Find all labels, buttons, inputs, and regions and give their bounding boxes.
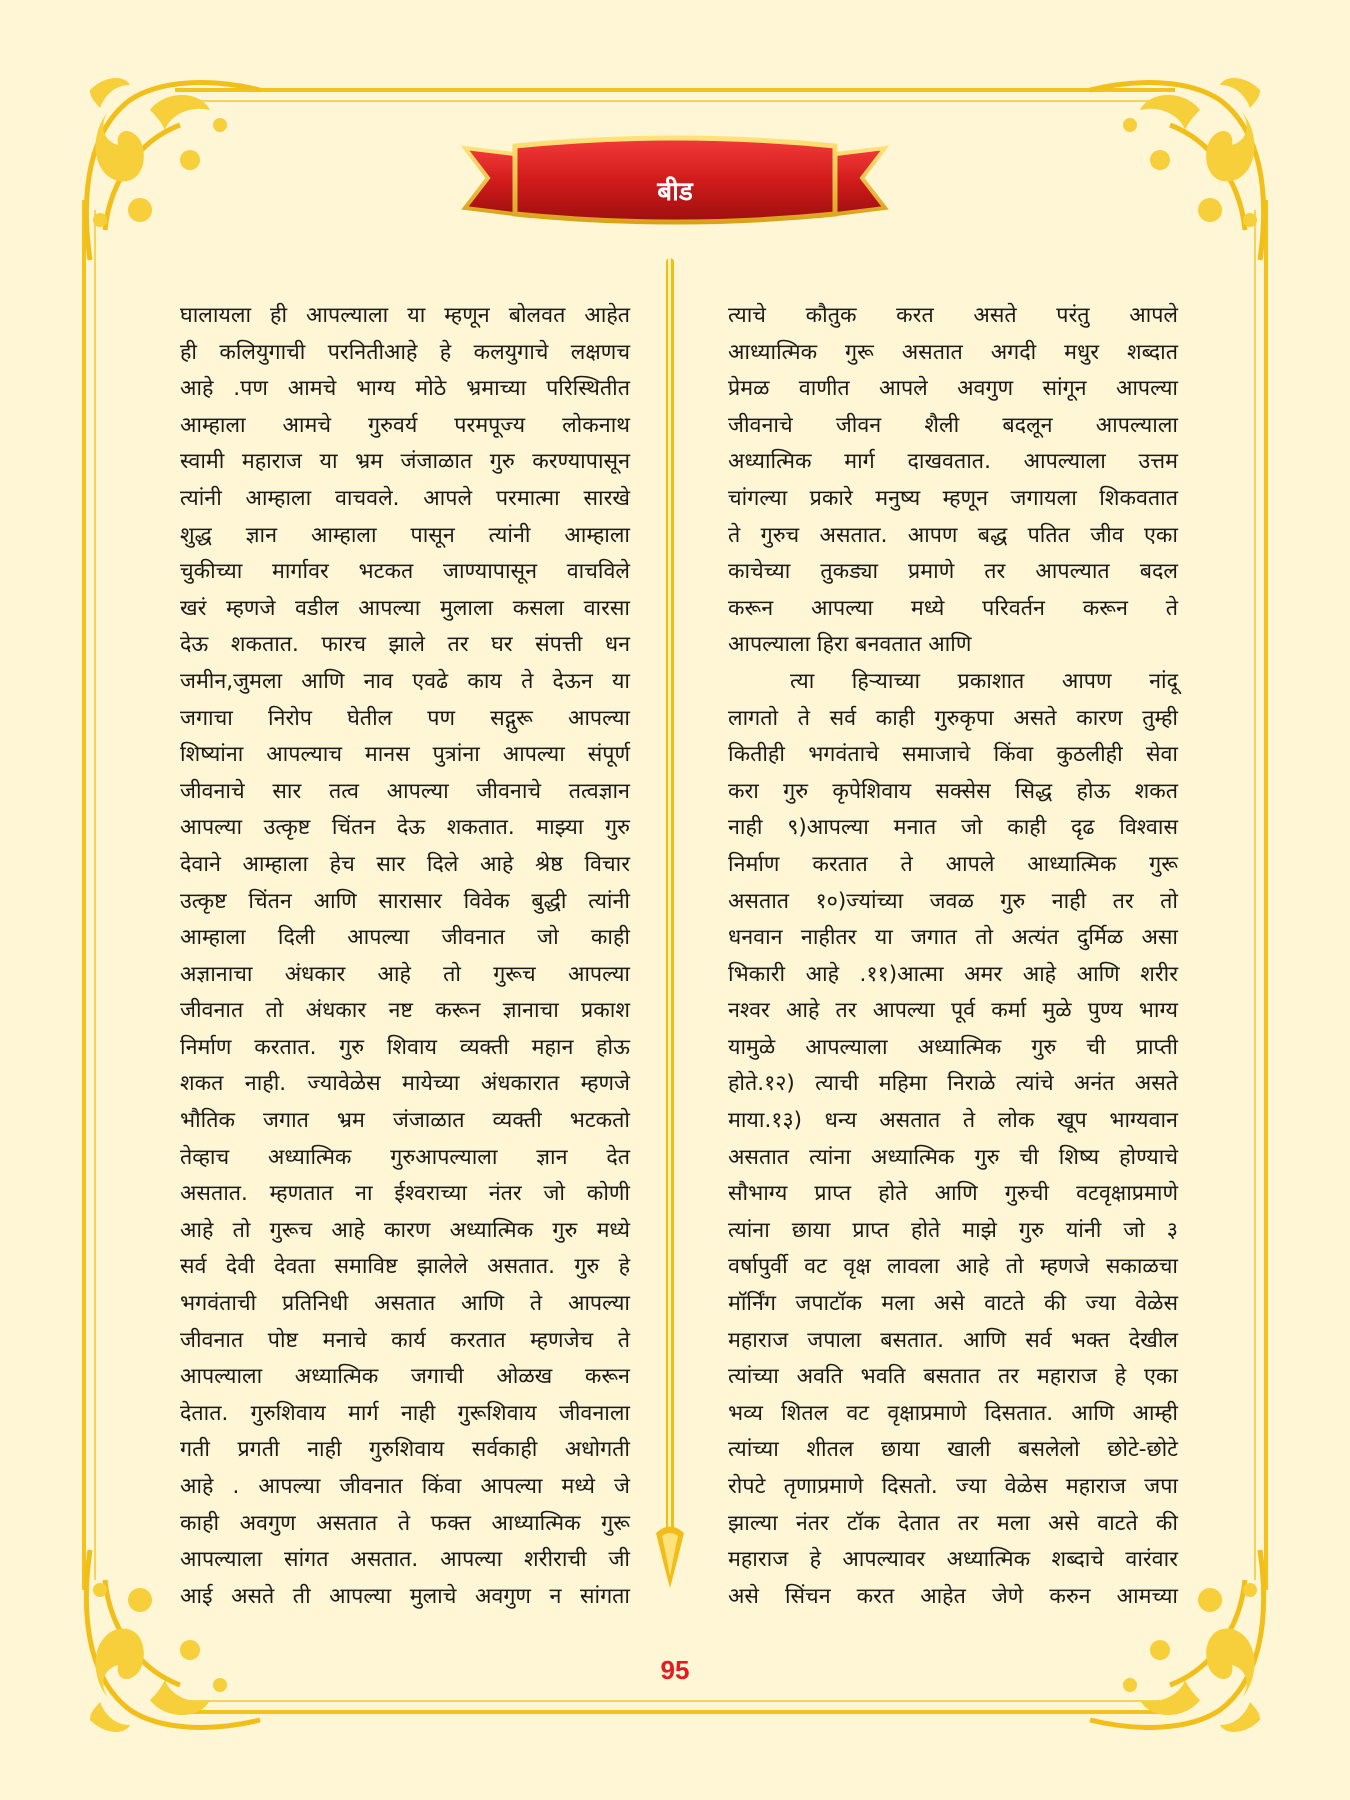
frame-bottom-inner-line: [185, 1700, 1165, 1702]
text-line: काचेच्या तुकड्या प्रमाणे तर आपल्यात बदल: [728, 559, 1178, 585]
text-line: आपल्या उत्कृष्ट चिंतन देऊ शकतात. माझ्या गुरु: [180, 815, 630, 841]
text-line: धनवान नाहीतर या जगात तो अत्यंत दुर्मिळ असा: [728, 925, 1178, 951]
text-line: असे सिंचन करत आहेत जेणे करुन आमच्या: [728, 1583, 1178, 1609]
text-line: सर्व देवी देवता समाविष्ट झालेले असतात. गुरु हे: [180, 1254, 630, 1280]
frame-left-inner-line: [94, 210, 96, 1580]
text-line: सौभाग्य प्राप्त होते आणि गुरुची वटवृक्षाप्रमाणे: [728, 1181, 1178, 1207]
text-line: होते.१२) त्याची महिमा निराळे त्यांचे अनंत असते: [728, 1071, 1178, 1097]
text-line: नश्वर आहे तर आपल्या पूर्व कर्मा मुळे पुण्य भाग्य: [728, 998, 1178, 1024]
text-line: तेव्हाच अध्यात्मिक गुरुआपल्याला ज्ञान देत: [180, 1144, 630, 1170]
frame-bottom-line: [175, 1710, 1175, 1714]
text-line: झाल्या नंतर टॉक देतात तर मला असे वाटते की: [728, 1510, 1178, 1536]
corner-ornament-top-right: [1080, 70, 1280, 270]
text-line: आध्यात्मिक गुरू असतात अगदी मधुर शब्दात: [728, 339, 1178, 365]
text-line: त्याचे कौतुक करत असते परंतु आपले: [728, 303, 1178, 328]
text-line: जीवनाचे सार तत्व आपल्या जीवनाचे तत्वज्ञान: [180, 778, 630, 804]
text-line: निर्माण करतात. गुरु शिवाय व्यक्ती महान होऊ: [180, 1034, 630, 1060]
text-line: भौतिक जगात भ्रम जंजाळात व्यक्ती भटकतो: [180, 1108, 630, 1134]
text-line: जमीन,जुमला आणि नाव एवढे काय ते देऊन या: [180, 668, 630, 694]
text-line: काही अवगुण असतात ते फक्त आध्यात्मिक गुरू: [180, 1510, 630, 1536]
page-title: बीड: [657, 177, 693, 207]
text-line: प्रेमळ वाणीत आपले अवगुण सांगून आपल्या: [728, 376, 1178, 402]
text-line: निर्माण करतात ते आपले आध्यात्मिक गुरू: [728, 851, 1178, 877]
text-line: ही कलियुगाची परनितीआहे हे कलयुगाचे लक्षणच: [180, 339, 630, 365]
frame-top-inner-line: [185, 100, 1165, 102]
text-line: उत्कृष्ट चिंतन आणि सारासार विवेक बुद्धी त्यांनी: [180, 888, 630, 914]
text-line: आपल्याला हिरा बनवतात आणि: [728, 632, 972, 658]
text-line: घालायला ही आपल्याला या म्हणून बोलवत आहेत: [180, 303, 630, 328]
text-line: भिकारी आहे .११)आत्मा अमर आहे आणि शरीर: [728, 961, 1178, 987]
text-line: देऊ शकतात. फारच झाले तर घर संपत्ती धन: [180, 632, 630, 658]
text-line: माया.१३) धन्य असतात ते लोक खूप भाग्यवान: [728, 1108, 1178, 1134]
text-line: त्यांनी आम्हाला वाचवले. आपले परमात्मा सारखे: [180, 485, 630, 511]
left-column-text: [180, 298, 630, 1615]
text-line: भगवंताची प्रतिनिधी असतात आणि ते आपल्या: [180, 1291, 630, 1317]
text-line: कितीही भगवंताचे समाजाचे किंवा कुठलीही सेवा: [728, 742, 1178, 768]
text-line: अध्यात्मिक मार्ग दाखवतात. आपल्याला उत्तम: [728, 449, 1178, 475]
text-line: रोपटे तृणाप्रमाणे दिसतो. ज्या वेळेस महाराज जपा: [728, 1474, 1178, 1499]
text-line: आई असते ती आपल्या मुलाचे अवगुण न सांगता: [180, 1583, 630, 1609]
text-line: यामुळे आपल्याला अध्यात्मिक गुरु ची प्राप्ती: [728, 1034, 1178, 1060]
frame-top-line: [175, 88, 1175, 92]
text-line: आहे तो गुरूच आहे कारण अध्यात्मिक गुरु मध्ये: [180, 1217, 630, 1243]
text-line: करून आपल्या मध्ये परिवर्तन करून ते: [728, 595, 1178, 621]
text-line: आपल्याला सांगत असतात. आपल्या शरीराची जी: [180, 1547, 630, 1573]
text-line: शकत नाही. ज्यावेळेस मायेच्या अंधकारात म्हणजे: [180, 1071, 630, 1097]
text-line: असतात त्यांना अध्यात्मिक गुरु ची शिष्य होण्याचे: [728, 1144, 1178, 1170]
paragraph-start-line: त्या हिऱ्याच्या प्रकाशात आपण नांदू: [790, 668, 1178, 694]
text-line: चांगल्या प्रकारे मनुष्य म्हणून जगायला शिकवतात: [728, 485, 1178, 511]
text-line: त्यांच्या शीतल छाया खाली बसलेलो छोटे-छोटे: [728, 1437, 1178, 1463]
text-line: असतात. म्हणतात ना ईश्वराच्या नंतर जो कोणी: [180, 1181, 630, 1207]
text-line: आहे .पण आमचे भाग्य मोठे भ्रमाच्या परिस्थितीत: [180, 376, 630, 402]
text-line: ते गुरुच असतात. आपण बद्ध पतित जीव एका: [728, 522, 1178, 548]
column-divider: [650, 258, 690, 1598]
text-line: त्यांच्या अवति भवति बसतात तर महाराज हे एका: [728, 1364, 1178, 1390]
text-line: वर्षापुर्वी वट वृक्ष लावला आहे तो म्हणजे सकाळचा: [728, 1254, 1178, 1280]
text-line: जीवनाचे जीवन शैली बदलून आपल्याला: [728, 412, 1178, 438]
text-line: शिष्यांना आपल्याच मानस पुत्रांना आपल्या संपूर्ण: [180, 742, 630, 768]
text-line: चुकीच्या मार्गावर भटकत जाण्यापासून वाचविले: [180, 559, 630, 585]
text-line: देतात. गुरुशिवाय मार्ग नाही गुरूशिवाय जीवनाला: [180, 1400, 630, 1426]
text-line: लागतो ते सर्व काही गुरुकृपा असते कारण तुम्ही: [728, 705, 1178, 731]
page-number: 95: [660, 1655, 690, 1685]
text-line: अज्ञानाचा अंधकार आहे तो गुरूच आपल्या: [180, 961, 630, 987]
text-line: आपल्याला अध्यात्मिक जगाची ओळख करून: [180, 1364, 630, 1390]
text-line: शुद्ध ज्ञान आम्हाला पासून त्यांनी आम्हाला: [180, 522, 630, 548]
text-line: नाही ९)आपल्या मनात जो काही दृढ विश्वास: [728, 815, 1178, 841]
text-line: करा गुरु कृपेशिवाय सक्सेस सिद्ध होऊ शकत: [728, 778, 1178, 804]
text-line: आम्हाला आमचे गुरुवर्य परमपूज्य लोकनाथ: [180, 412, 630, 438]
text-line: आहे . आपल्या जीवनात किंवा आपल्या मध्ये जे: [180, 1474, 630, 1499]
text-line: गती प्रगती नाही गुरुशिवाय सर्वकाही अधोगती: [180, 1437, 630, 1463]
right-column-text: [728, 298, 1178, 1615]
text-line: स्वामी महाराज या भ्रम जंजाळात गुरु करण्यापासून: [180, 449, 630, 475]
text-line: मॉर्निंग जपाटॉक मला असे वाटते की ज्या वेळेस: [728, 1291, 1178, 1317]
text-line: असतात १०)ज्यांच्या जवळ गुरु नाही तर तो: [728, 888, 1178, 914]
frame-right-inner-line: [1254, 210, 1256, 1580]
text-line: महाराज जपाला बसतात. आणि सर्व भक्त देखील: [728, 1327, 1178, 1353]
text-line: जीवनात पोष्ट मनाचे कार्य करतात म्हणजेच ते: [180, 1327, 630, 1353]
text-line: जीवनात तो अंधकार नष्ट करून ज्ञानाचा प्रकाश: [180, 998, 630, 1024]
text-line: महाराज हे आपल्यावर अध्यात्मिक शब्दाचे वारंवार: [728, 1547, 1178, 1573]
text-line: जगाचा निरोप घेतील पण सद्गुरू आपल्या: [180, 705, 630, 731]
frame-left-line: [82, 200, 86, 1590]
corner-ornament-top-left: [70, 70, 270, 270]
text-line: देवाने आम्हाला हेच सार दिले आहे श्रेष्ठ विचार: [180, 851, 630, 877]
text-line: त्यांना छाया प्राप्त होते माझे गुरु यांनी जो ३: [728, 1217, 1178, 1243]
text-line: आम्हाला दिली आपल्या जीवनात जो काही: [180, 925, 630, 951]
text-line: भव्य शितल वट वृक्षाप्रमाणे दिसतात. आणि आम्ही: [728, 1400, 1178, 1426]
text-line: खरं म्हणजे वडील आपल्या मुलाला कसला वारसा: [180, 595, 630, 621]
frame-right-line: [1264, 200, 1268, 1590]
